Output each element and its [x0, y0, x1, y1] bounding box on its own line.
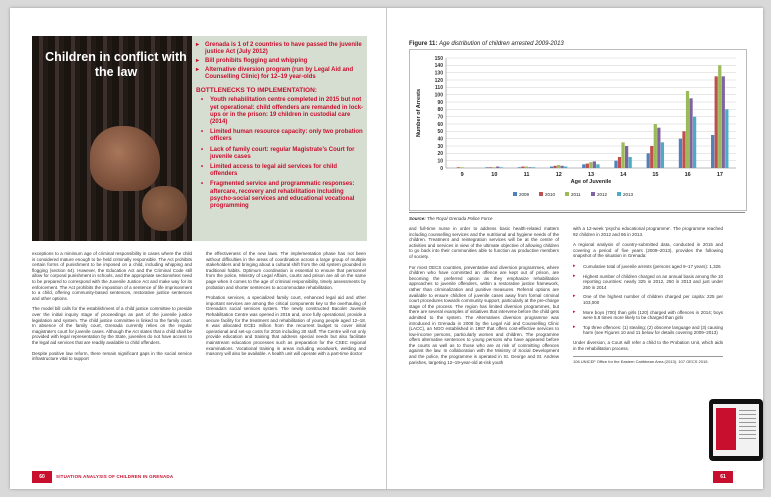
- y-tick-label: 90: [437, 99, 443, 106]
- x-axis-label: Age of Juvenile: [570, 179, 612, 185]
- feature-text: [196, 42, 364, 213]
- bar-2009-age-16: [679, 139, 682, 168]
- x-tick-label: 13: [587, 172, 595, 178]
- legend-swatch-2013: [617, 192, 621, 196]
- paragraph: with a 12-week ‘psycho educational programme’. The programme reached 92 children in 2012 and 86 in 2013.: [573, 226, 723, 237]
- bar-2013-age-10: [500, 167, 503, 168]
- hand-image-2: [142, 186, 187, 231]
- legend-label-2010: 2010: [545, 192, 556, 197]
- paragraph: exceptions to a minimum age of criminal responsibility in cases where the child is considered mature enough to be held criminally responsible. The Act prohibits certain forms of punishment to be imposed on a child, including whipping and flogging (section 64). However, the Education Act and the Criminal Code still allow for corporal punishment in schools, and the appropriate sections/text need to be prepared to correspond with the Juvenile Justice Act and make way for its enforcement. The Act prohibits the imposition of a sentence of life imprisonment to a child, offering community-based sentences, restorative justice sentences and other options.: [32, 251, 192, 301]
- bottleneck-item: • Lack of family court: regular Magistrate’s Court for juvenile cases: [196, 147, 364, 161]
- left-column-1: [32, 251, 192, 367]
- running-footer: SITUATION ANALYSIS OF CHILDREN IN GRENADA: [56, 474, 174, 479]
- hand-image: [90, 126, 160, 191]
- bar-2013-age-17: [725, 109, 728, 168]
- bottleneck-item: • Limited human resource capacity: only two probation officers: [196, 129, 364, 143]
- bar-2010-age-10: [489, 167, 492, 168]
- bar-2012-age-11: [528, 167, 531, 168]
- paragraph: the effectiveness of the new laws. The implementation phase has not been without difficulties in the areas of coordination across a large group of multiple stakeholders and bringing about a cultural shift from the old system grounded in traditional habits. Optimum coordination is essential to ensure that personnel from the police, Ministry of Legal Affairs, courts and prison are all on the same page when it comes to the age of criminal responsibility, timely assessments by probation and shorter sentences to accommodate rehabilitation.: [206, 251, 366, 290]
- bar-2011-age-17: [718, 65, 721, 168]
- figure-caption: Age distribution of children arrested 2009-2013: [439, 41, 564, 47]
- tablet-line: [739, 410, 756, 411]
- bar-2009-age-12: [550, 167, 553, 168]
- figure-rule: [409, 212, 745, 213]
- y-tick-label: 110: [434, 85, 443, 92]
- y-tick-label: 140: [434, 63, 443, 70]
- source-label: Source:: [409, 216, 426, 221]
- legend-label-2013: 2013: [623, 192, 634, 197]
- y-tick-label: 40: [437, 136, 443, 143]
- paragraph: Probation services, a specialized family court, enhanced legal aid and other important services are among the critical components key to the overhauling of Grenada’s social services system. The newly constructed Bacolet Juvenile Rehabilitation Centre was opened in 2016 and, once fully operational, provide a secure facility for the treatment and rehabilitation of young people aged 12–18. It was allocated EC$1 million from the recurrent budget to cover initial operational and set-up costs for 2016 including 30 staff. The Centre will not only provide education and training that address special needs but also facilitate mainstream education processes such as preparation for the CSEC regional examinations. Vocational training in areas including woodwork, welding and masonry will also be available. A health unit will operate with a part-time doctor: [206, 295, 366, 357]
- source-text: The Royal Grenada Police Force: [427, 216, 493, 221]
- bar-2012-age-14: [625, 146, 628, 168]
- y-axis-label: Number of Arrests: [416, 88, 422, 138]
- legend-label-2011: 2011: [571, 192, 581, 197]
- bar-2009-age-15: [647, 153, 650, 168]
- y-tick-label: 20: [437, 151, 443, 158]
- snapshot-list: [573, 264, 723, 336]
- snapshot-item: ▸ More boys (700) than girls (120) charged with offences in 2014; boys were 5.8 times more likely to be charged than girls: [573, 310, 723, 321]
- bar-2009-age-10: [485, 167, 488, 168]
- x-tick-label: 14: [620, 172, 627, 178]
- tablet-line: [739, 426, 756, 427]
- bottleneck-item: • Youth rehabilitation centre completed in 2015 but not yet operational: child offenders are remanded in lock-ups or in the prison: 19 children in custodial care (2014): [196, 97, 364, 126]
- y-tick-label: 100: [434, 92, 443, 99]
- feature-item: ▸ Bill prohibits flogging and whipping: [196, 58, 364, 65]
- tablet-screen: [713, 404, 759, 456]
- snapshot-item: ▸ One of the highest number of children charged per capita: 225 per 103,000: [573, 294, 723, 305]
- bar-2012-age-17: [722, 76, 725, 168]
- bar-2011-age-15: [654, 124, 657, 168]
- bar-2012-age-13: [593, 161, 596, 168]
- x-tick-label: 11: [523, 172, 530, 178]
- y-tick-label: 130: [434, 70, 443, 77]
- bar-2010-age-15: [650, 146, 653, 168]
- tablet-line: [739, 438, 756, 439]
- page-number: 60: [32, 471, 52, 483]
- bottleneck-item: • Limited access to legal aid services for child offenders: [196, 164, 364, 178]
- bar-2013-age-12: [564, 167, 567, 168]
- feature-items: [196, 42, 364, 81]
- bar-2009-age-14: [614, 161, 617, 168]
- bar-2011-age-10: [493, 167, 496, 168]
- tablet-line: [739, 414, 756, 415]
- page-number: 61: [713, 471, 733, 483]
- bar-2012-age-12: [561, 166, 564, 168]
- bar-2009-age-11: [518, 167, 521, 168]
- bar-2013-age-11: [532, 167, 535, 168]
- y-tick-label: 10: [437, 158, 443, 165]
- legend-label-2009: 2009: [519, 192, 530, 197]
- tablet-line: [739, 430, 756, 431]
- left-column-2: [206, 251, 366, 362]
- feature-item: ▸ Alternative diversion program (run by Legal Aid and Counselling Clinic) for 12–19 year-olds: [196, 67, 364, 81]
- x-tick-label: 9: [460, 172, 464, 178]
- right-column-2: [573, 226, 723, 365]
- y-tick-label: 50: [437, 129, 443, 136]
- paragraph: and full-time nurse in order to address basic health-related matters including counselling services and the nutritional and hygiene needs of the children. Treatment and reintegration services will be at the centre of activities and services in view of the ultimate objective of allowing children to go back into their communities able to function as productive members of society.: [409, 226, 559, 259]
- paragraph: The model bill calls for the establishment of a child justice committee to preside over the initial inquiry stage of proceedings as part of the juvenile justice legislation and system. The child justice committee is linked to the family court. In absence of the family court, Grenada currently relies on the regular magistrate’s court for juvenile cases. Although the Act states that a child shall be provided with legal representation by the State, juveniles do not have access to the legal aid services that are readily available to child offenders.: [32, 306, 192, 345]
- bar-2010-age-16: [682, 131, 685, 168]
- bar-2011-age-14: [621, 142, 624, 168]
- bar-2011-age-12: [557, 165, 560, 168]
- bar-2010-age-13: [586, 164, 589, 168]
- bottleneck-list: [196, 97, 364, 210]
- bar-2009-age-17: [711, 135, 714, 168]
- right-column-1: [409, 226, 559, 370]
- right-page: [387, 8, 763, 489]
- figure-title: [409, 41, 564, 47]
- feature-title: Children in conflict with the law: [45, 50, 187, 79]
- y-tick-label: 120: [434, 77, 443, 84]
- x-tick-label: 17: [716, 172, 723, 178]
- bar-2010-age-11: [521, 167, 524, 168]
- bar-2010-age-12: [553, 166, 556, 168]
- tablet-thumbnail: [709, 399, 763, 461]
- x-tick-label: 16: [684, 172, 691, 178]
- tablet-line: [739, 418, 756, 419]
- x-tick-label: 12: [555, 172, 562, 178]
- bar-2011-age-9: [460, 167, 463, 168]
- bar-2011-age-11: [525, 167, 528, 168]
- bar-2013-age-13: [596, 164, 599, 168]
- legend-swatch-2012: [591, 192, 595, 196]
- paragraph: For most OECS countries, preventative and diversion programmes, where children who have committed an offence are kept out of prison, are becoming the preferred option as they emphasize rehabilitation approaches to juvenile offenders, within a restorative justice framework, rather than criminalization and punitive measures. Referral options are available to ensure children of juvenile cases away from formal criminal court procedures towards community support, particularly at the pre-charge stage of the process. The region has limited diversion programmes, but there are several examples of initiatives that intervene before the child gets admitted to the system. The Alternatives diversion programme was introduced in Grenada in 2008 by the Legal Aid and Counselling Clinic (LACC), an NGO established in 1987 that offers cost-effective services to low-income persons, particularly women and children. The programme offers alternative sentences to young persons who have appeared before the courts as well as to those who are at risk of committing offences against the law. In collaboration with the Ministry of Social Development and the police, the programme is operated in St. George and St. Andrew parishes, targeting 12–19-year-old at-risk youth: [409, 264, 559, 365]
- tablet-red-panel: [716, 408, 736, 450]
- figure-box: [409, 49, 747, 211]
- y-tick-label: 60: [437, 121, 443, 128]
- legend-swatch-2011: [565, 192, 569, 196]
- legend-swatch-2009: [513, 192, 517, 196]
- bar-2011-age-16: [686, 91, 689, 168]
- snapshot-item: ▸ Cumulative total of juvenile arrests (persons aged 9–17 years): 1,326: [573, 264, 723, 270]
- bar-2011-age-13: [589, 162, 592, 168]
- paragraph: Despite positive law reform, there remain significant gaps in the social service infrastructure vital to support: [32, 350, 192, 362]
- figure-label: Figure 11:: [409, 41, 438, 47]
- legend-label-2012: 2012: [597, 192, 608, 197]
- bar-2013-age-15: [661, 142, 664, 168]
- paragraph: A regional analysis of country-submitted data, conducted in 2015 and covering a period of five years (2009–2013), provides the following snapshot of the situation in Grenada:: [573, 242, 723, 259]
- bar-2013-age-16: [693, 117, 696, 168]
- figure-source: [409, 216, 493, 221]
- feature-box: [32, 36, 367, 241]
- paragraph: Under diversion, a Court will refer a child to the Probation Unit, which aids in the rehabilitation process.: [573, 339, 723, 351]
- feature-item: ▸ Grenada is 1 of 2 countries to have passed the juvenile justice Act (July 2012): [196, 42, 364, 56]
- y-tick-label: 0: [440, 165, 443, 172]
- snapshot-item: ▸ Top three offences: (1) stealing; (2) obscene language and (3) causing harm (see Figures 10 and 11 below for details covering 2009–2013): [573, 325, 723, 336]
- bottleneck-item: • Fragmented service and programmatic responses: aftercare, recovery and rehabilitation including psycho-social services and educational vocational programming: [196, 181, 364, 210]
- bar-chart: [410, 50, 746, 210]
- bar-2013-age-14: [629, 157, 632, 168]
- x-tick-label: 10: [491, 172, 498, 178]
- footnote: 106 UNICEF Office for the Eastern Caribbean Area (2013). 107 OECS 2015.: [573, 356, 723, 365]
- bar-2012-age-10: [496, 167, 499, 168]
- y-tick-label: 30: [437, 143, 443, 150]
- y-tick-label: 80: [437, 107, 443, 114]
- book-spread: [10, 8, 763, 489]
- bar-2010-age-9: [457, 167, 460, 168]
- bar-2012-age-16: [689, 98, 692, 168]
- bar-2010-age-14: [618, 157, 621, 168]
- bar-2010-age-17: [715, 76, 718, 168]
- bar-2012-age-15: [657, 128, 660, 168]
- y-tick-label: 70: [437, 114, 443, 121]
- tablet-line: [739, 422, 756, 423]
- y-tick-label: 150: [434, 55, 443, 62]
- bar-2009-age-13: [582, 164, 585, 168]
- x-tick-label: 15: [652, 172, 659, 178]
- left-page: [10, 8, 386, 489]
- legend-swatch-2010: [539, 192, 543, 196]
- snapshot-item: ▸ Highest number of children charged on an annual basis among the 10 reporting countries: nearly 325 in 2012, 250 in 2013 and just under 250 in 2014: [573, 274, 723, 291]
- bottlenecks-heading: BOTTLENECKS TO IMPLEMENTATION:: [196, 87, 317, 95]
- tablet-line: [739, 434, 756, 435]
